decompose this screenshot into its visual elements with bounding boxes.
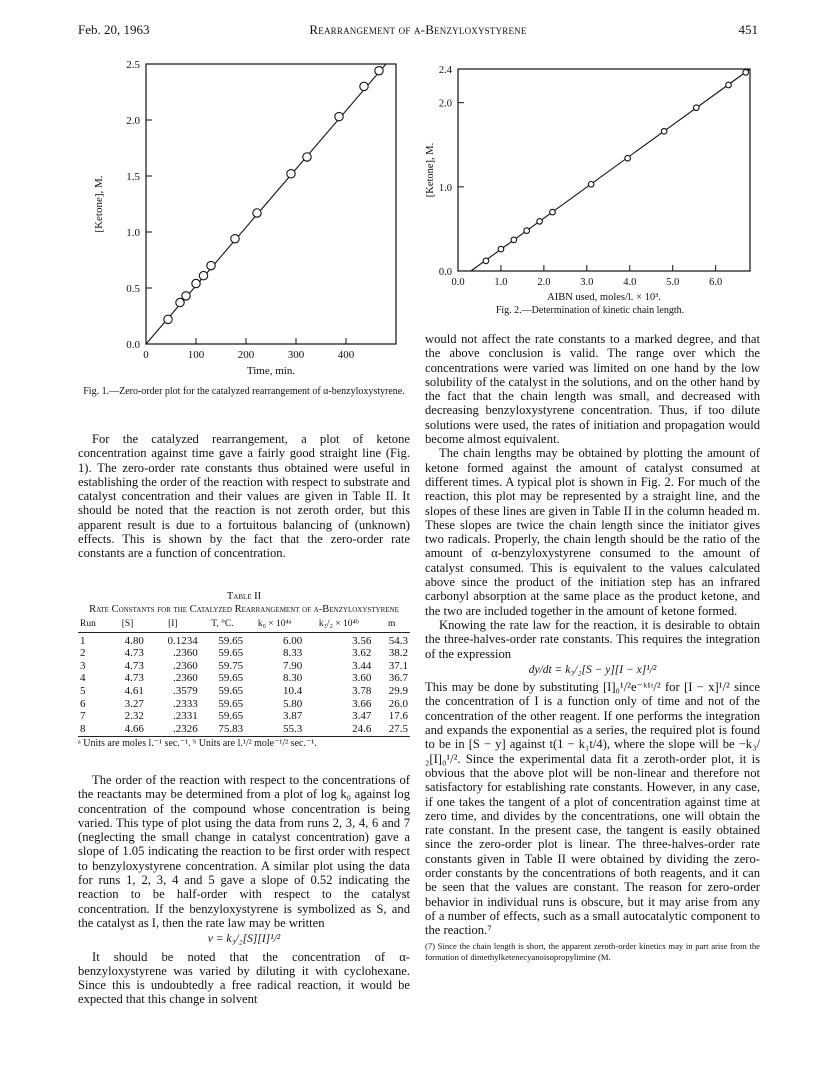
figure-2	[420, 55, 760, 317]
plot-frame	[458, 69, 750, 271]
table-header-cell: Run	[78, 618, 109, 632]
data-point	[483, 258, 489, 264]
x-tick-label: 6.0	[709, 277, 723, 288]
figure-1	[78, 50, 408, 380]
table-cell: 10.4	[283, 684, 303, 697]
table-cell: 4.73	[124, 659, 144, 672]
table-cell: 7	[80, 710, 86, 723]
y-axis-label: [Ketone], M.	[425, 142, 436, 198]
paragraph: Knowing the rate law for the reaction, it is desirable to obtain the three-halves-order rate constants. This requires the integration of the expression	[425, 617, 760, 661]
table-row	[78, 723, 410, 737]
running-header	[78, 22, 758, 40]
table-cell: 3.60	[352, 672, 372, 685]
paragraph: would not affect the rate constants to a marked degree, and that the above conclusion is valid. The range over which the concentrations were varied was limited on one hand by the low solubility of the catalyst in the solutions, and on the other hand by the fact that the chain length was small, and decreased with decreasing benzyloxystyrene concentration. Thus, if too dilute solutions were used, the rates of initiation and propagation would become almost equivalent.	[425, 332, 760, 447]
table-title: Rate Constants for the Catalyzed Rearrangement of α-Benzyloxystyrene	[89, 604, 399, 615]
data-point	[694, 105, 700, 111]
table-cell: 38.2	[388, 647, 408, 660]
table-cell: 3.62	[352, 647, 372, 660]
table-header-cell: [S]	[109, 618, 146, 632]
data-point	[182, 292, 190, 300]
y-tick-label: 1.0	[438, 182, 452, 194]
data-point	[550, 209, 556, 215]
y-tick-label: 2.0	[126, 115, 140, 127]
table-cell: 75.83	[200, 723, 245, 737]
x-tick-label: 100	[187, 349, 205, 361]
table-header-cell: [I]	[146, 618, 200, 632]
x-tick-label: 200	[237, 349, 255, 361]
data-point	[287, 170, 295, 178]
table-cell: 3.47	[352, 710, 372, 723]
right-column	[425, 332, 760, 962]
paragraph: This may be done by substituting [I]₀¹/²e⁻ᵏ¹ᵗ/² for [I − x]¹/² since the concentration of I is a function only of time and not of the concentration of the other reagent. If one performs the integration and expands the exponential as a series, the required plot is found to be in [S − y] against t(1 − k₁t/4), where the slope will be −k₃/₂[I]₀¹/². Since the experimental data fit a zeroth-order plot, it is obvious that the above plot will be non-linear and therefore not satisfactory for establishing rate constants. However, in any case, if one takes the tangent of a plot of concentration against time at zero time, and divides by the concentrations, one will obtain the rate constant. In the present case, the tangent is easily obtained since the zero-order plot is linear. The three-halves-order rate constants given in Table II were obtained by dividing the zero-order constants by the concentrations of both reagents, and it can be seen that the values are constant. The reason for zero-order behavior in individual runs is obscure, but it may arise from any of a number of effects, such as a small autocatalytic component to the reaction.⁷	[425, 680, 760, 938]
y-tick-label: 0.0	[126, 339, 140, 351]
data-point	[164, 315, 172, 323]
paragraph: The order of the reaction with respect to the concentrations of the reactants may be determined from a plot of log k₀ against log concentration of the compound whose concentration is being varied. This type of plot using the data from runs 2, 3, 4, 6 and 7 (neglecting the small change in catalyst concentration) gave a slope of 1.05 indicating the reaction to be first order with respect to benzyloxystyrene concentration. A similar plot using the data for runs 1, 2, 3, 4 and 5 gave a slope of 0.52 indicating the reaction to be half-order with respect to the catalyst concentration. If the benzyloxystyrene is symbolized as S, and the catalyst as I, then the rate law may be written	[78, 773, 410, 930]
data-point	[335, 112, 343, 120]
x-tick-label: 5.0	[666, 277, 680, 288]
table-cell: 27.5	[373, 723, 410, 737]
table-cell: 2.32	[124, 710, 144, 723]
table-cell: 59.75	[218, 659, 244, 672]
table-cell: 7.90	[283, 659, 303, 672]
x-tick-label: 2.0	[537, 277, 551, 288]
y-tick-label: 1.5	[126, 171, 140, 183]
x-tick-label: 3.0	[580, 277, 594, 288]
table-cell: 4.73	[124, 647, 144, 660]
table-row	[78, 647, 410, 660]
table-row	[78, 672, 410, 685]
data-point	[375, 67, 383, 75]
x-tick-label: 0.0	[451, 277, 465, 288]
table-row	[78, 698, 410, 711]
y-tick-label: 2.5	[126, 59, 140, 71]
data-point	[253, 209, 261, 217]
data-point	[303, 153, 311, 161]
x-tick-label: 400	[337, 349, 355, 361]
table-footnote: ᵃ Units are moles l.⁻¹ sec.⁻¹. ᵇ Units are l.¹/² mole⁻¹/² sec.⁻¹.	[78, 738, 317, 750]
table-row	[78, 632, 410, 647]
table-cell: .3579	[173, 684, 198, 697]
table-cell: .2326	[146, 723, 200, 737]
rate-constants-table	[78, 618, 410, 737]
paragraph: The chain lengths may be obtained by plotting the amount of ketone formed against the amount of catalyst consumed at different times. A typical plot is shown in Fig. 2. For much of the reaction, this plot may be represented by a straight line, and the slopes of these lines are given in Table II in the column headed m. These slopes are twice the chain length since the initiator gives two radicals. Properly, the chain length should be the ratio of the amount of α-benzyloxystyrene consumed to the amount of catalyst consumed. This is equivalent to the values calculated above since the product of the initiation step has an infrared carbonyl absorption at the same place as the product ketone, and the two are included together in the amount of ketone formed.	[425, 446, 760, 618]
rate-law-equation: v = k₃/₂[S][I]¹/²	[207, 933, 281, 946]
x-tick-label: 4.0	[623, 277, 637, 288]
table-header-row	[78, 618, 410, 632]
x-axis-label: Time, min.	[246, 365, 296, 377]
table-cell: .2360	[173, 672, 198, 685]
header-date: Feb. 20, 1963	[78, 22, 150, 37]
table-header-cell: k₃/₂ × 10⁴ᵇ	[304, 618, 373, 632]
left-column-top	[78, 432, 410, 561]
data-point	[537, 219, 543, 225]
table-cell: 3.87	[283, 710, 303, 723]
table-cell: 0.1234	[167, 634, 198, 647]
data-point	[360, 82, 368, 90]
data-point	[743, 70, 749, 76]
table-cell: 8.33	[283, 647, 303, 660]
table-cell: 59.65	[218, 697, 244, 710]
data-point	[661, 128, 667, 134]
data-point	[192, 279, 200, 287]
data-point	[207, 261, 215, 269]
table-row	[78, 660, 410, 673]
paragraph: For the catalyzed rearrangement, a plot of ketone concentration against time gave a fairly good straight line (Fig. 1). The zero-order rate constants thus obtained were useful in establishing the order of the reaction with respect to substrate and catalyst concentration and their values are given in Table II. It should be noted that the reaction is not zeroth order, but this apparent result is due to a fortuitous balancing of (unknown) effects. This is shown by the fact that the zero-order rate constants are a function of concentration.	[78, 432, 410, 561]
table-cell: 37.1	[388, 659, 408, 672]
table-cell: 54.3	[388, 634, 408, 647]
table-cell: 5.80	[283, 697, 303, 710]
table-cell: 3	[80, 659, 86, 672]
table-cell: 4.80	[124, 634, 144, 647]
table-cell: 29.9	[388, 684, 408, 697]
table-cell: 2	[80, 647, 86, 660]
fig1-chart	[78, 50, 408, 380]
table-cell: 59.65	[218, 647, 244, 660]
table-cell: 6.00	[283, 634, 303, 647]
table-cell: 59.65	[218, 672, 244, 685]
table-row	[78, 710, 410, 723]
data-point	[231, 235, 239, 243]
page-number: 451	[738, 22, 758, 37]
table-label: Table II	[226, 591, 262, 602]
table-row	[78, 685, 410, 698]
table-cell: .2360	[173, 659, 198, 672]
table-cell: 8	[78, 723, 109, 737]
table-cell: 3.44	[352, 659, 372, 672]
table-cell: 17.6	[388, 710, 408, 723]
table-cell: 59.65	[218, 684, 244, 697]
fig2-chart	[420, 55, 760, 317]
x-axis-label: AIBN used, moles/l. × 10³.	[547, 292, 661, 303]
data-point	[498, 246, 504, 252]
footnote-7: (7) Since the chain length is short, the apparent zeroth-order kinetics may in part arise from the formation of dimethylketenecyanoisopropylimine (M.	[425, 941, 760, 962]
data-point	[176, 298, 184, 306]
table-cell: 24.6	[304, 723, 373, 737]
table-cell: .2333	[173, 697, 198, 710]
table-cell: 3.66	[352, 697, 372, 710]
table-cell: 59.65	[218, 634, 244, 647]
y-tick-label: 2.4	[438, 65, 452, 76]
data-point	[625, 155, 631, 161]
fig1-caption: Fig. 1.—Zero-order plot for the catalyzed rearrangement of α-benzyloxystyrene.	[83, 386, 405, 397]
data-point	[524, 228, 530, 234]
y-tick-label: 0.0	[438, 267, 452, 278]
table-cell: 3.78	[352, 684, 372, 697]
rate-equation: dy/dt = k₃/₂[S − y][I − x]¹/²	[528, 663, 657, 676]
table-cell: 59.65	[218, 710, 244, 723]
data-point	[199, 271, 207, 279]
fig2-caption: Fig. 2.—Determination of kinetic chain length.	[495, 305, 685, 316]
table-cell: 4.66	[109, 723, 146, 737]
left-column-bottom	[78, 773, 410, 1007]
x-tick-label: 0	[143, 349, 149, 361]
y-tick-label: 2.0	[438, 98, 452, 110]
table-header-cell: k₀ × 10⁴ᵃ	[245, 618, 304, 632]
table-cell: 8.30	[283, 672, 303, 685]
y-tick-label: 1.0	[126, 227, 140, 239]
data-point	[726, 82, 732, 88]
table-cell: 55.3	[245, 723, 304, 737]
data-point	[511, 237, 517, 243]
table-cell: 3.56	[352, 634, 372, 647]
table-cell: 4	[80, 672, 86, 685]
table-cell: .2360	[173, 647, 198, 660]
y-axis-label: [Ketone], M.	[93, 175, 105, 233]
table-cell: 6	[80, 697, 86, 710]
x-tick-label: 1.0	[494, 277, 508, 288]
table-cell: 26.0	[388, 697, 408, 710]
table-cell: 36.7	[388, 672, 408, 685]
table-cell: 3.27	[124, 697, 144, 710]
data-point	[588, 182, 594, 188]
table-cell: 5	[80, 684, 86, 697]
table-cell: 1	[80, 634, 86, 647]
x-tick-label: 300	[287, 349, 305, 361]
table-ii	[78, 590, 410, 750]
table-cell: 4.61	[124, 684, 144, 697]
paragraph: It should be noted that the concentration of α-benzyloxystyrene was varied by diluting it with cyclohexane. Since this is undoubtedly a free radical reaction, it would be expected that this change in solvent	[78, 949, 410, 1007]
table-header-cell: T, °C.	[200, 618, 245, 632]
table-cell: .2331	[173, 710, 198, 723]
table-header-cell: m	[373, 618, 410, 632]
y-tick-label: 0.5	[126, 283, 140, 295]
header-title: Rearrangement of α-Benzyloxystyrene	[309, 22, 527, 37]
table-cell: 4.73	[124, 672, 144, 685]
